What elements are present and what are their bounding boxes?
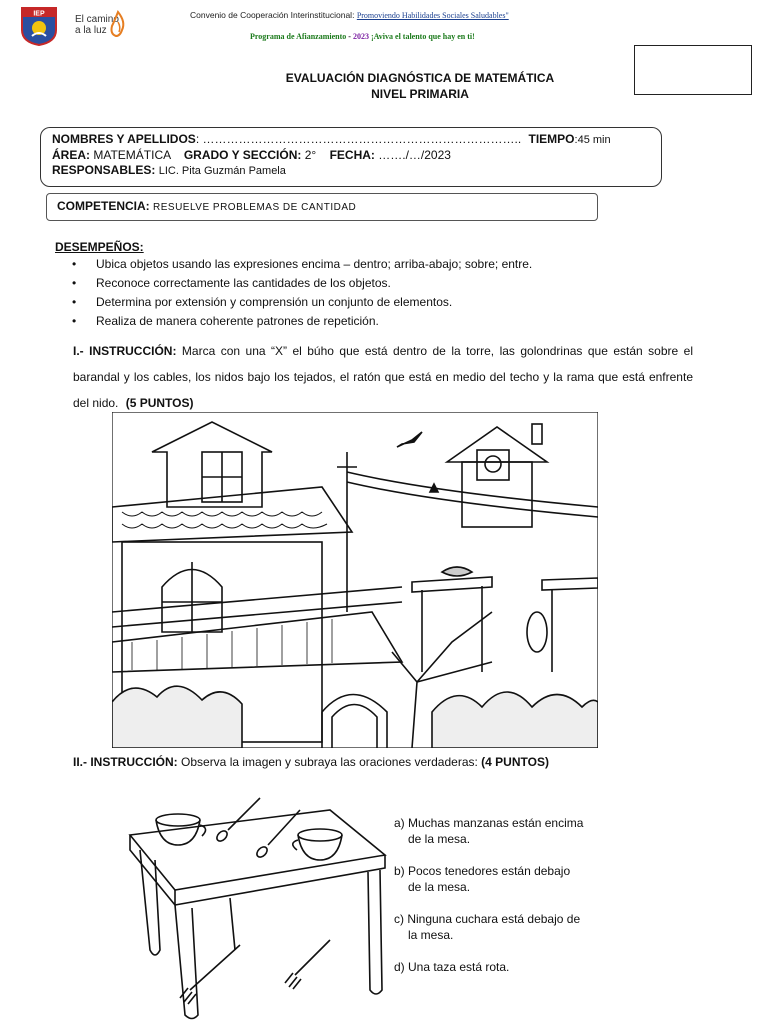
desempenos-title: DESEMPEÑOS:	[55, 240, 144, 254]
competencia-value: RESUELVE PROBLEMAS DE CANTIDAD	[153, 202, 357, 213]
grado-value[interactable]: 2°	[304, 148, 317, 162]
instruccion-1-points: (5 PUNTOS)	[125, 396, 194, 410]
option-c[interactable]: c) Ninguna cuchara está debajo de la mesa.	[394, 912, 581, 942]
instruccion-2-points: (4 PUNTOS)	[481, 755, 549, 769]
list-item: • Determina por extensión y comprensión un conjunto de elementos.	[72, 293, 532, 312]
convenio-line	[190, 10, 509, 20]
table-with-cups-illustration	[110, 790, 395, 1022]
tiempo-label: TIEMPO	[528, 132, 575, 146]
instruccion-2-text: Observa la imagen y subraya las oraciones verdaderas:	[177, 755, 482, 769]
area-label: ÁREA:	[52, 148, 90, 162]
instruccion-1-label: I.- INSTRUCCIÓN:	[73, 344, 177, 358]
nombres-row	[52, 132, 611, 146]
fecha-value[interactable]: ……./…/2023	[378, 148, 451, 162]
option-d[interactable]: d) Una taza está rota.	[394, 960, 510, 974]
competencia-label: COMPETENCIA:	[57, 199, 150, 213]
list-item: • Reconoce correctamente las cantidades de los objetos.	[72, 274, 532, 293]
convenio-prefix: Convenio de Cooperación Interinstitucional:	[190, 10, 355, 20]
bullet: •	[72, 314, 77, 328]
desempenos-list	[72, 255, 532, 331]
slogan-line1: El camino	[75, 14, 119, 25]
area-row	[52, 148, 451, 162]
option-b[interactable]: b) Pocos tenedores están debajo de la mesa.	[394, 864, 571, 894]
school-shield-logo	[20, 6, 58, 46]
area-value: MATEMÁTICA	[93, 148, 171, 162]
programa-line	[250, 32, 475, 41]
competencia-row	[57, 199, 356, 213]
list-item: • Realiza de manera coherente patrones de repetición.	[72, 312, 532, 331]
instruccion-2-label: II.- INSTRUCCIÓN:	[73, 755, 178, 769]
programa-sep: -	[346, 32, 353, 41]
nombres-field[interactable]: : ……………………………………………………………………..	[195, 132, 522, 146]
shield-text: IEP	[33, 10, 45, 18]
responsables-value: LIC. Pita Guzmán Pamela	[158, 165, 286, 177]
list-item: • Ubica objetos usando las expresiones encima – dentro; arriba-abajo; sobre; entre.	[72, 255, 532, 274]
flame-icon	[108, 10, 128, 38]
programa-year: 2023	[352, 32, 369, 41]
bullet: •	[72, 257, 77, 271]
true-false-options	[394, 815, 583, 991]
programa-motto: ¡Aviva el talento que hay en ti!	[368, 32, 475, 41]
slogan-line2: a la luz	[75, 25, 107, 36]
exam-subtitle: NIVEL PRIMARIA	[371, 87, 469, 101]
instruccion-1-text: Marca con una “X” el búho que está dentro de la torre, las golondrinas que están sobre el barandal y los cables, los nidos bajo los tejados, el ratón que está en medio del techo y la rama que está enfrente del nido.	[73, 344, 693, 410]
programa-label: Programa de Afianzamiento	[250, 32, 347, 41]
grado-label: GRADO Y SECCIÓN:	[183, 148, 302, 162]
tiempo-value: :45 min	[574, 134, 611, 146]
responsables-row	[52, 163, 286, 177]
instruccion-1	[73, 338, 693, 416]
instruccion-2	[73, 755, 549, 769]
responsables-label: RESPONSABLES:	[52, 163, 156, 177]
convenio-link[interactable]: Promoviendo Habilidades Sociales Saludables"	[356, 11, 509, 20]
exam-title: EVALUACIÓN DIAGNÓSTICA DE MATEMÁTICA	[285, 71, 555, 85]
house-scene-illustration[interactable]	[112, 412, 598, 748]
fecha-label: FECHA:	[329, 148, 375, 162]
option-a[interactable]: a) Muchas manzanas están encima de la mesa.	[394, 816, 584, 846]
bullet: •	[72, 276, 77, 290]
nombres-label: NOMBRES Y APELLIDOS	[52, 132, 196, 146]
bullet: •	[72, 295, 77, 309]
